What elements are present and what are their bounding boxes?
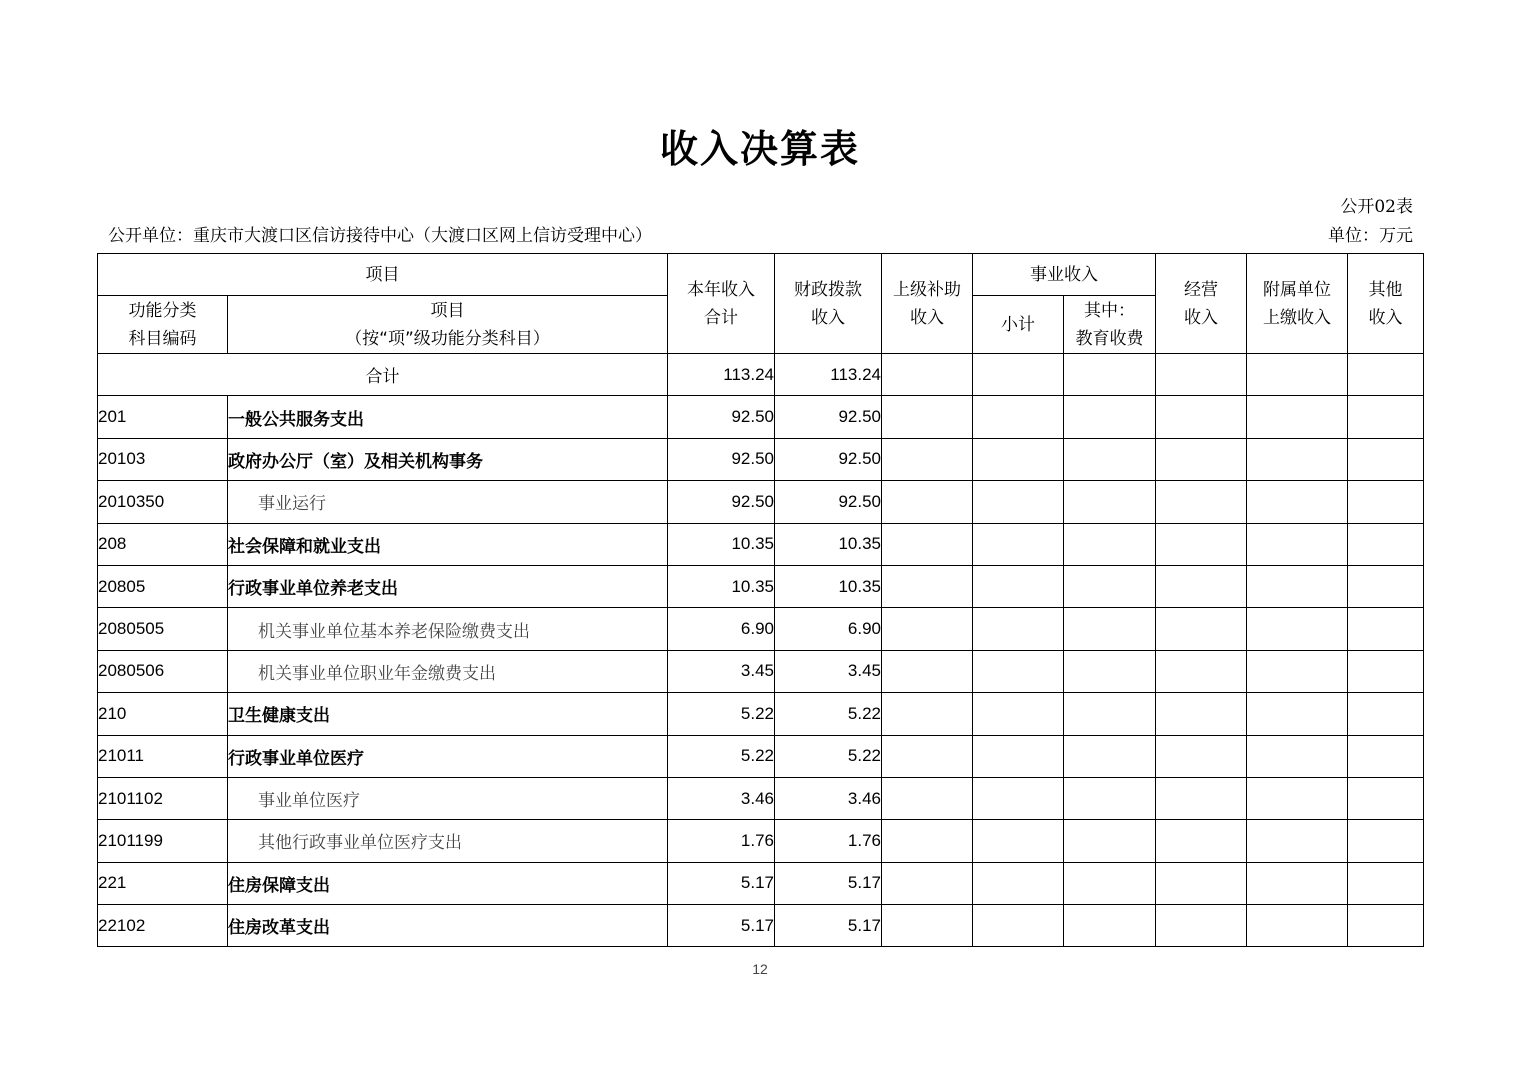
- empty-cell: [1156, 396, 1247, 438]
- empty-cell: [973, 693, 1064, 735]
- empty-cell: [1064, 905, 1156, 947]
- empty-cell: [1247, 905, 1348, 947]
- empty-cell: [882, 777, 973, 819]
- empty-cell: [882, 438, 973, 480]
- row-fiscal: 92.50: [775, 481, 882, 523]
- empty-cell: [973, 438, 1064, 480]
- row-name: 政府办公厅（室）及相关机构事务: [228, 438, 668, 480]
- row-total: 5.22: [668, 693, 775, 735]
- row-total: 3.46: [668, 777, 775, 819]
- empty-cell: [1156, 820, 1247, 862]
- total-amount: 113.24: [668, 354, 775, 396]
- row-total: 5.17: [668, 862, 775, 904]
- empty-cell: [1348, 862, 1424, 904]
- header-code: [98, 296, 228, 354]
- table-row: [98, 862, 1424, 904]
- header-code-line2: 科目编码: [128, 328, 197, 349]
- header-subtotal: 小计: [973, 296, 1064, 354]
- empty-cell: [973, 608, 1064, 650]
- empty-cell: [882, 735, 973, 777]
- empty-cell: [1247, 693, 1348, 735]
- row-total: 10.35: [668, 523, 775, 565]
- header-superior-line2: 收入: [910, 307, 944, 328]
- row-code: 20103: [98, 438, 228, 480]
- empty-cell: [1348, 481, 1424, 523]
- empty-cell: [1348, 354, 1424, 396]
- empty-cell: [1064, 650, 1156, 692]
- row-fiscal: 5.17: [775, 862, 882, 904]
- row-fiscal: 6.90: [775, 608, 882, 650]
- row-name: 机关事业单位职业年金缴费支出: [228, 650, 668, 692]
- header-edu-line1: 其中：: [1084, 300, 1135, 321]
- empty-cell: [1247, 396, 1348, 438]
- row-total: 92.50: [668, 396, 775, 438]
- empty-cell: [1156, 565, 1247, 607]
- total-label: 合计: [98, 354, 668, 396]
- header-name-line1: 项目: [430, 300, 465, 321]
- empty-cell: [1064, 438, 1156, 480]
- header-other-line2: 收入: [1368, 307, 1403, 328]
- row-code: 2080506: [98, 650, 228, 692]
- empty-cell: [1348, 820, 1424, 862]
- table-row: [98, 820, 1424, 862]
- empty-cell: [1064, 608, 1156, 650]
- empty-cell: [973, 820, 1064, 862]
- empty-cell: [1064, 354, 1156, 396]
- header-fiscal: [775, 254, 882, 354]
- row-name: 其他行政事业单位医疗支出: [228, 820, 668, 862]
- empty-cell: [1156, 777, 1247, 819]
- row-name: 机关事业单位基本养老保险缴费支出: [228, 608, 668, 650]
- total-row: [98, 354, 1424, 396]
- row-code: 210: [98, 693, 228, 735]
- empty-cell: [1348, 735, 1424, 777]
- empty-cell: [1348, 608, 1424, 650]
- empty-cell: [1064, 735, 1156, 777]
- header-fiscal-line1: 财政拨款: [794, 279, 862, 300]
- row-code: 2080505: [98, 608, 228, 650]
- empty-cell: [882, 523, 973, 565]
- table-row: [98, 396, 1424, 438]
- row-name: 卫生健康支出: [228, 693, 668, 735]
- empty-cell: [1064, 565, 1156, 607]
- empty-cell: [1156, 650, 1247, 692]
- empty-cell: [1156, 862, 1247, 904]
- empty-cell: [1247, 608, 1348, 650]
- empty-cell: [973, 905, 1064, 947]
- row-fiscal: 92.50: [775, 438, 882, 480]
- empty-cell: [882, 905, 973, 947]
- row-name: 一般公共服务支出: [228, 396, 668, 438]
- row-fiscal: 3.45: [775, 650, 882, 692]
- row-total: 5.17: [668, 905, 775, 947]
- header-name-line2: （按“项”级功能分类科目）: [345, 328, 550, 349]
- empty-cell: [1064, 862, 1156, 904]
- header-edu-line2: 教育收费: [1075, 328, 1144, 349]
- page-title: 收入决算表: [659, 127, 860, 171]
- empty-cell: [1247, 354, 1348, 396]
- row-fiscal: 10.35: [775, 565, 882, 607]
- empty-cell: [973, 523, 1064, 565]
- row-name: 行政事业单位医疗: [228, 735, 668, 777]
- row-fiscal: 92.50: [775, 396, 882, 438]
- empty-cell: [882, 396, 973, 438]
- total-fiscal: 113.24: [775, 354, 882, 396]
- row-code: 208: [98, 523, 228, 565]
- row-total: 5.22: [668, 735, 775, 777]
- table-row: [98, 608, 1424, 650]
- header-edu: [1064, 296, 1156, 354]
- empty-cell: [882, 354, 973, 396]
- empty-cell: [1247, 777, 1348, 819]
- header-name: [228, 296, 668, 354]
- empty-cell: [1348, 650, 1424, 692]
- row-code: 20805: [98, 565, 228, 607]
- table-row: [98, 693, 1424, 735]
- header-fiscal-line2: 收入: [811, 307, 845, 328]
- empty-cell: [1064, 777, 1156, 819]
- empty-cell: [882, 481, 973, 523]
- header-operating-line2: 收入: [1184, 307, 1218, 328]
- empty-cell: [1156, 905, 1247, 947]
- empty-cell: [1064, 396, 1156, 438]
- empty-cell: [973, 735, 1064, 777]
- header-total-line1: 本年收入: [687, 279, 755, 300]
- table-body: [98, 354, 1424, 947]
- empty-cell: [1156, 481, 1247, 523]
- money-unit: 单位：万元: [1328, 226, 1413, 246]
- empty-cell: [882, 608, 973, 650]
- header-code-line1: 功能分类: [128, 300, 197, 321]
- header-operating: [1156, 254, 1247, 354]
- empty-cell: [973, 565, 1064, 607]
- header-affiliate: [1247, 254, 1348, 354]
- header-superior-line1: 上级补助: [893, 279, 961, 300]
- empty-cell: [1348, 777, 1424, 819]
- header-item: 项目: [98, 254, 668, 296]
- row-code: 21011: [98, 735, 228, 777]
- table-row: [98, 481, 1424, 523]
- empty-cell: [1348, 693, 1424, 735]
- empty-cell: [973, 354, 1064, 396]
- empty-cell: [1156, 693, 1247, 735]
- row-total: 3.45: [668, 650, 775, 692]
- header-other: [1348, 254, 1424, 354]
- row-fiscal: 5.22: [775, 735, 882, 777]
- row-name: 住房改革支出: [228, 905, 668, 947]
- row-code: 2101199: [98, 820, 228, 862]
- empty-cell: [882, 565, 973, 607]
- empty-cell: [1348, 905, 1424, 947]
- row-name: 社会保障和就业支出: [228, 523, 668, 565]
- header-operating-line1: 经营: [1184, 279, 1218, 300]
- row-name: 事业单位医疗: [228, 777, 668, 819]
- row-code: 22102: [98, 905, 228, 947]
- table-row: [98, 905, 1424, 947]
- empty-cell: [1348, 438, 1424, 480]
- header-other-line1: 其他: [1368, 279, 1403, 300]
- empty-cell: [1064, 693, 1156, 735]
- empty-cell: [973, 481, 1064, 523]
- form-number: 公开02表: [1340, 197, 1413, 217]
- empty-cell: [882, 650, 973, 692]
- empty-cell: [1348, 523, 1424, 565]
- empty-cell: [1156, 523, 1247, 565]
- row-fiscal: 5.22: [775, 693, 882, 735]
- empty-cell: [1156, 608, 1247, 650]
- header-affiliate-line2: 上缴收入: [1263, 307, 1331, 328]
- row-total: 6.90: [668, 608, 775, 650]
- header-affiliate-line1: 附属单位: [1263, 279, 1331, 300]
- empty-cell: [973, 650, 1064, 692]
- empty-cell: [1064, 820, 1156, 862]
- page-number: 12: [752, 961, 768, 977]
- empty-cell: [1064, 481, 1156, 523]
- row-fiscal: 5.17: [775, 905, 882, 947]
- empty-cell: [1247, 523, 1348, 565]
- row-code: 221: [98, 862, 228, 904]
- empty-cell: [1348, 396, 1424, 438]
- empty-cell: [1156, 438, 1247, 480]
- empty-cell: [1247, 650, 1348, 692]
- table-row: [98, 777, 1424, 819]
- row-total: 1.76: [668, 820, 775, 862]
- empty-cell: [973, 862, 1064, 904]
- empty-cell: [882, 693, 973, 735]
- empty-cell: [973, 777, 1064, 819]
- empty-cell: [1348, 565, 1424, 607]
- row-total: 92.50: [668, 481, 775, 523]
- header-total-line2: 合计: [704, 307, 738, 328]
- row-fiscal: 1.76: [775, 820, 882, 862]
- header-business: 事业收入: [973, 254, 1156, 296]
- table-row: [98, 565, 1424, 607]
- empty-cell: [1247, 481, 1348, 523]
- empty-cell: [1156, 735, 1247, 777]
- empty-cell: [1247, 820, 1348, 862]
- empty-cell: [1247, 735, 1348, 777]
- table-row: [98, 523, 1424, 565]
- row-code: 201: [98, 396, 228, 438]
- row-name: 住房保障支出: [228, 862, 668, 904]
- empty-cell: [882, 862, 973, 904]
- table-row: [98, 438, 1424, 480]
- table-row: [98, 650, 1424, 692]
- row-total: 92.50: [668, 438, 775, 480]
- row-name: 事业运行: [228, 481, 668, 523]
- empty-cell: [1247, 862, 1348, 904]
- table-row: [98, 735, 1424, 777]
- row-code: 2010350: [98, 481, 228, 523]
- table-header: [98, 254, 1424, 354]
- row-code: 2101102: [98, 777, 228, 819]
- header-superior: [882, 254, 973, 354]
- row-fiscal: 3.46: [775, 777, 882, 819]
- reporting-unit: 公开单位：重庆市大渡口区信访接待中心（大渡口区网上信访受理中心）: [108, 226, 652, 246]
- empty-cell: [882, 820, 973, 862]
- empty-cell: [1247, 438, 1348, 480]
- empty-cell: [973, 396, 1064, 438]
- row-total: 10.35: [668, 565, 775, 607]
- empty-cell: [1156, 354, 1247, 396]
- row-fiscal: 10.35: [775, 523, 882, 565]
- empty-cell: [1247, 565, 1348, 607]
- header-total: [668, 254, 775, 354]
- empty-cell: [1064, 523, 1156, 565]
- income-statement-table: [97, 253, 1424, 947]
- row-name: 行政事业单位养老支出: [228, 565, 668, 607]
